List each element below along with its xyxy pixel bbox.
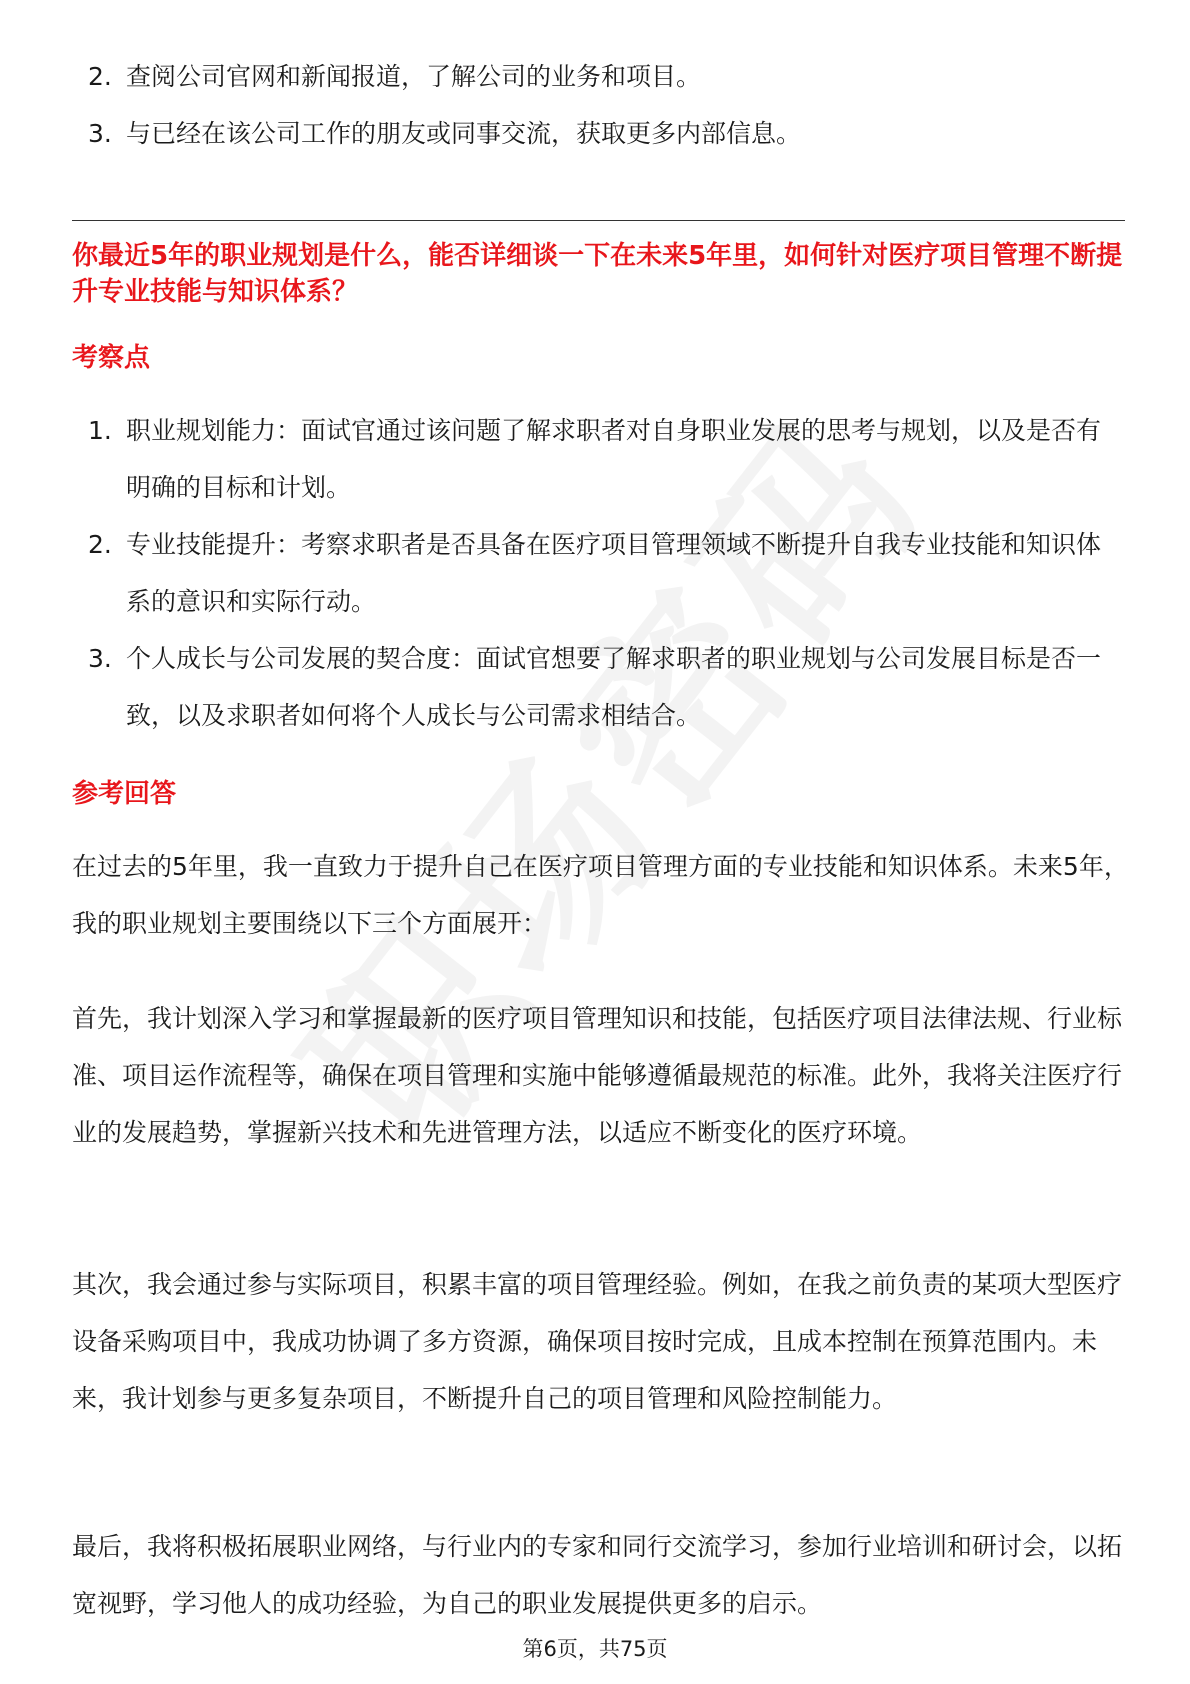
answer-heading: 参考回答	[72, 779, 177, 809]
answer-paragraph: 在过去的5年里，我一直致力于提升自己在医疗项目管理方面的专业技能和知识体系。未来5年，我的职业规划主要围绕以下三个方面展开：	[72, 852, 1129, 938]
list-text: 与已经在该公司工作的朋友或同事交流，获取更多内部信息。	[126, 119, 802, 148]
list-item	[72, 48, 1122, 105]
list-number: 1.	[88, 416, 112, 445]
page-footer: 第6页，共75页	[522, 1637, 668, 1661]
list-text: 职业规划能力：面试官通过该问题了解求职者对自身职业发展的思考与规划，以及是否有明确的目标和计划。	[126, 416, 1102, 502]
list-number: 2.	[88, 530, 112, 559]
section-divider	[72, 220, 1125, 221]
list-number: 3.	[88, 119, 112, 148]
list-text: 个人成长与公司发展的契合度：面试官想要了解求职者的职业规划与公司发展目标是否一致，以及求职者如何将个人成长与公司需求相结合。	[126, 644, 1102, 730]
answer-paragraph: 其次，我会通过参与实际项目，积累丰富的项目管理经验。例如，在我之前负责的某项大型医疗设备采购项目中，我成功协调了多方资源，确保项目按时完成，且成本控制在预算范围内。未来，我计划参与更多复杂项目，不断提升自己的项目管理和风险控制能力。	[72, 1270, 1123, 1413]
top-list	[72, 48, 1122, 162]
answer-paragraph: 最后，我将积极拓展职业网络，与行业内的专家和同行交流学习，参加行业培训和研讨会，以拓宽视野，学习他人的成功经验，为自己的职业发展提供更多的启示。	[72, 1532, 1123, 1618]
list-number: 2.	[88, 62, 112, 91]
focus-list	[72, 402, 1122, 744]
list-item	[72, 630, 1122, 744]
focus-heading: 考察点	[72, 343, 151, 373]
list-item	[72, 105, 1122, 162]
list-number: 3.	[88, 644, 112, 673]
list-item	[72, 402, 1122, 516]
list-text: 专业技能提升：考察求职者是否具备在医疗项目管理领域不断提升自我专业技能和知识体系的意识和实际行动。	[126, 530, 1102, 616]
question-heading: 你最近5年的职业规划是什么，能否详细谈一下在未来5年里，如何针对医疗项目管理不断提升专业技能与知识体系？	[72, 241, 1123, 307]
list-item	[72, 516, 1122, 630]
answer-paragraph: 首先，我计划深入学习和掌握最新的医疗项目管理知识和技能，包括医疗项目法律法规、行业标准、项目运作流程等，确保在项目管理和实施中能够遵循最规范的标准。此外，我将关注医疗行业的发展趋势，掌握新兴技术和先进管理方法，以适应不断变化的医疗环境。	[72, 1004, 1123, 1147]
list-text: 查阅公司官网和新闻报道，了解公司的业务和项目。	[126, 62, 702, 91]
